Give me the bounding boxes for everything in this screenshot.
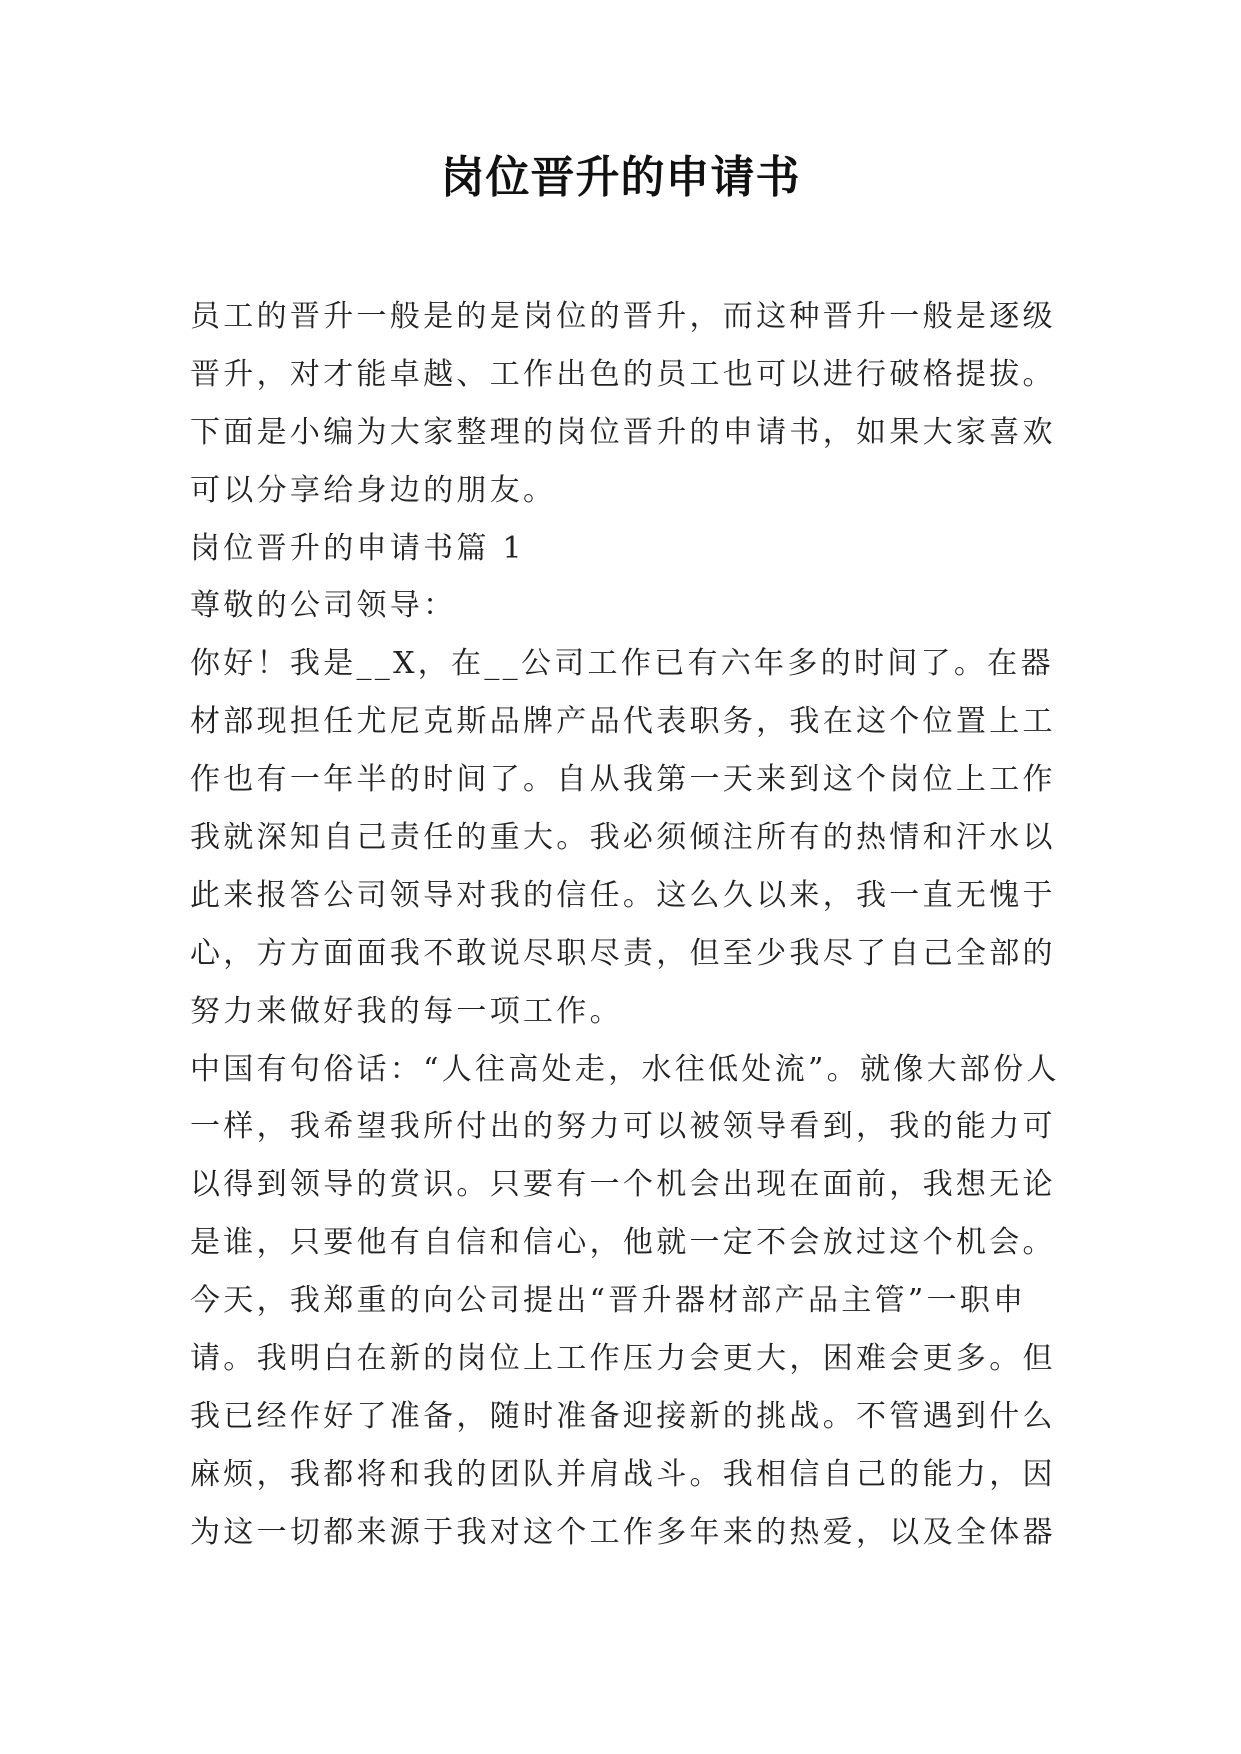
text-line: 今天，我郑重的向公司提出“晋升器材部产品主管”一职申 <box>190 1283 1027 1319</box>
text-line: 为这一切都来源于我对这个工作多年来的热爱，以及全体器 <box>190 1514 1056 1550</box>
document-title: 岗位晋升的申请书 <box>440 152 801 203</box>
text-line: 此来报答公司领导对我的信任。这么久以来，我一直无愧于 <box>190 877 1056 913</box>
text-line: 晋升，对才能卓越、工作出色的员工也可以进行破格提拔。 <box>190 356 1056 392</box>
text-line: 你好！我是__X，在__公司工作已有六年多的时间了。在器 <box>190 646 1054 682</box>
text-line: 一样，我希望我所付出的努力可以被领导看到，我的能力可 <box>190 1109 1056 1145</box>
text-line: 心，方方面面我不敢说尽职尽责，但至少我尽了自己全部的 <box>190 935 1056 971</box>
text-line: 我就深知自己责任的重大。我必须倾注所有的热情和汗水以 <box>190 820 1056 856</box>
text-line: 员工的晋升一般是的是岗位的晋升，而这种晋升一般是逐级 <box>190 299 1056 334</box>
text-line: 以得到领导的赏识。只要有一个机会出现在面前，我想无论 <box>190 1167 1056 1203</box>
document-body <box>190 288 1070 1562</box>
text-line: 下面是小编为大家整理的岗位晋升的申请书，如果大家喜欢 <box>190 414 1056 450</box>
text-line: 中国有句俗话：“人往高处走，水往低处流”。就像大部份人 <box>190 1051 1060 1087</box>
text-line: 努力来做好我的每一项工作。 <box>190 993 623 1029</box>
salutation: 尊敬的公司领导： <box>190 588 457 624</box>
section-heading: 岗位晋升的申请书篇 1 <box>190 530 525 566</box>
text-line: 材部现担任尤尼克斯品牌产品代表职务，我在这个位置上工 <box>190 704 1056 740</box>
text-line: 作也有一年半的时间了。自从我第一天来到这个岗位上工作 <box>190 762 1056 798</box>
text-line: 我已经作好了准备，随时准备迎接新的挑战。不管遇到什么 <box>190 1398 1056 1434</box>
text-line: 可以分享给身边的朋友。 <box>190 472 557 508</box>
text-line: 请。我明白在新的岗位上工作压力会更大，困难会更多。但 <box>190 1341 1056 1377</box>
text-line: 是谁，只要他有自信和信心，他就一定不会放过这个机会。 <box>190 1225 1056 1261</box>
text-line: 麻烦，我都将和我的团队并肩战斗。我相信自己的能力，因 <box>190 1456 1056 1492</box>
